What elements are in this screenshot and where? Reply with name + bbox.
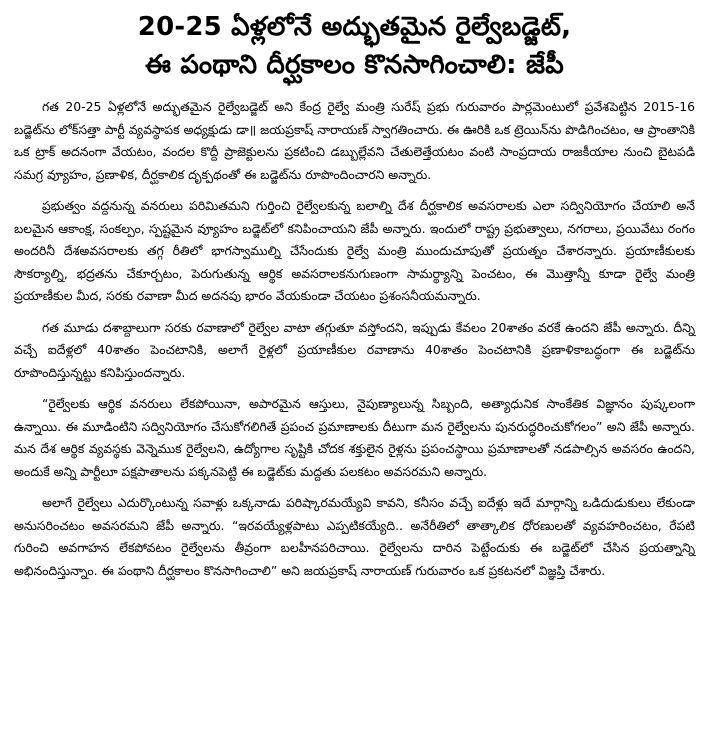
headline-line-1: 20-25 ఏళ్లలోనే అద్భుతమైన రైల్వేబడ్జెట్, [137,12,572,42]
paragraph-3: గత మూడు దశాబ్దాలుగా సరకు రవాణాలో రైల్వేల వాటా తగ్గుతూ వస్తోందని, ఇప్పుడు కేవలం 20శాతం వరకే ఉందని జేపీ అన్నారు. దీన్ని వచ్చే ఐదేళ్లలో 40శాతం పెంచటానికి, అలాగే రైళ్లలో ప్రయాణీకుల రవాణాను 40శాతం పెంచటానికి ప్రణాళికాబద్ధంగా ఈ బడ్జెట్‌ను రూపొందిస్తున్నట్టు కనిపిస్తుందన్నారు. [14,319,695,380]
paragraph-1: గత 20-25 ఏళ్లలోనే అద్భుతమైన రైల్వేబడ్జెట్ అని కేంద్ర రైల్వే మంత్రి సురేష్ ప్రభు గురువారం పార్లమెంటులో ప్రవేశపెట్టిన 2015-16 బడ్జెట్‌ను లోక్‌సత్తా పార్టీ వ్యవస్థాపక అధ్యక్షుడు డా॥ జయప్రకాష్ నారాయణ్ స్వాగతించారు. ఈ ఊరికి ఒక ట్రెయిన్‌ను పొడిగించటం, ఆ ప్రాంతానికి ఒక ట్రాక్ అదనంగా వేయటం, వందల కొద్దీ ప్రాజెక్టులను ప్రకటించి డబ్బుల్లేవని చేతులెత్తేయటం వంటి సాంప్రదాయ రాజకీయాల నుంచి బైటపడి సమగ్ర వ్యూహం, ప్రణాళిక, దీర్ఘకాలిక దృక్పథంతో ఈ బడ్జెట్‌ను రూపొందించారని అన్నారు. [14,99,695,182]
article-body [14,96,695,582]
paragraph-4: “రైల్వేలకు ఆర్థిక వనరులు లేకపోయినా, అపారమైన ఆస్తులు, నైపుణ్యాలున్న సిబ్బంది, అత్యాధునిక సాంకేతిక విజ్ఞానం పుష్కలంగా ఉన్నాయి. ఈ మూడింటిని సద్వినియోగం చేసుకోగలిగితే ప్రపంచ ప్రమాణాలకు దీటుగా మన రైల్వేలను పునరుద్ధరించుకోగలం” అని జేపీ అన్నారు. మన దేశ ఆర్థిక వ్యవస్థకు వెన్నెముక రైల్వేలని, ఉద్యోగాల సృష్టికి చోదక శక్తులైన రైళ్లను ప్రపంచస్థాయి ప్రమాణాలతో నడపాల్సిన అవసరం ఉందని, అందుకే అన్ని పార్టీలూ పక్షపాతాలను పక్కనపెట్టి ఈ బడ్జెట్‌కు మద్దతు పలకటం అవసరమని అన్నారు. [14,396,695,479]
paragraph-2: ప్రభుత్వం వద్దనున్న వనరులు పరిమితమని గుర్తించి రైల్వేలకున్న బలాల్ని దేశ దీర్ఘకాలిక అవసరాలకు ఎలా సద్వినియోగం చేయాలి అనే బలమైన ఆకాంక్ష, సంకల్పం, స్పష్టమైన వ్యూహం బడ్జెట్‌లో కనిపించాయని జేపీ అన్నారు. ఇందులో రాష్ట్ర ప్రభుత్వాలు, నగరాలు, ప్రయివేటు రంగం అందరినీ దేశఅవసరాలకు తగ్గ రీతిలో భాగస్వాముల్ని చేసేందుకు రైల్వే మంత్రి ముందుచూపుతో ప్రయత్నం చేశారన్నారు. ప్రయాణీకులకు సౌకర్యాల్ని, భద్రతను చేకూర్చటం, పెరుగుతున్న ఆర్థిక అవసరాలకనుగుణంగా సామర్థ్యాన్ని పెంచటం, ఈ మొత్తాన్నీ కూడా రైల్వే మంత్రి ప్రయాణీకుల మీద, సరకు రవాణా మీద అదనపు భారం వేయకుండా చేయటం ప్రశంసనీయమన్నారు. [14,198,695,303]
headline-line-2: ఈ పంథాని దీర్ఘకాలం కొనసాగించాలి: జేపీ [145,50,564,80]
article-headline [14,8,695,84]
paragraph-5: అలాగే రైల్వేలు ఎదుర్కొంటున్న సవాళ్లు ఒక్కనాడు పరిష్కారమయ్యేవి కావని, కనీసం వచ్చే ఐదేళ్లు ఇదే మార్గాన్ని ఒడిదుడుకులు లేకుండా అనుసరించటం అవసరమని జేపీ అన్నారు. “ఇరవయ్యేళ్లపాటు ఎప్పటికయ్యేది.. అనేరీతిలో తాత్కాలిక ధోరణులతో వ్యవహరించటం, రేపటి గురించి అవగాహన లేకపోవటం రైల్వేలను తీవ్రంగా బలహీనపరిచాయి. రైల్వేలను దారిన పెట్టేందుకు ఈ బడ్జెట్‌లో చేసిన ప్రయత్నాన్ని అభినందిస్తున్నాం. ఈ పంథాని దీర్ఘకాలం కొనసాగించాలి” అని జయప్రకాష్ నారాయణ్ గురువారం ఒక ప్రకటనలో విజ్ఞప్తి చేశారు. [14,495,695,578]
